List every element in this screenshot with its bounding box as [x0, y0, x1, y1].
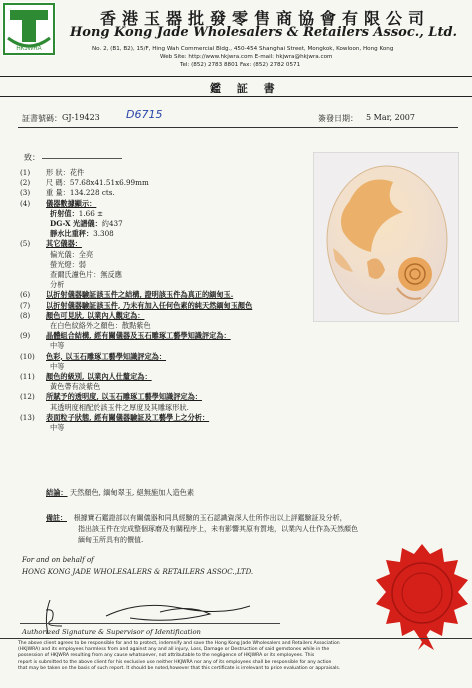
- fluorescence: 螢光燈：弱: [50, 259, 86, 269]
- transparency-value: 其透明度相配於該玉件之厚度及其雕琢形狀.: [50, 402, 189, 412]
- item-instrument-data: (4) 儀器數據顯示：: [20, 198, 97, 208]
- item-color-level: (11) 顏色的級別, 以業內人仕釐定為：: [20, 372, 152, 382]
- item-transparency: (12) 所賦予的透明度, 以玉石雕琢工藝學知識評定為：: [20, 392, 202, 402]
- issue-date: 5 Mar, 2007: [366, 113, 415, 122]
- disclaimer: The above client agrees to be responsible for and to protect, indemnify and save the Hong Kong Jade Wholesalers and Retailers Association (HKJWRA) and its employees harmless from and against any and all injury, Loss, Damage or Destruction of said gemstones while in the possession of HKJWRA resulting from any cause whatsoever, not attributable to the negligence of HKJWRA or its employees. This report is submitted to the above client for his exclusive use neither HKJWRA nor any of its employees shall be responsible for any action that may be taken on the basis of such report. It should be noted,however that this certificate is irrelevant to price evaluation or appraisals.: [18, 641, 341, 671]
- remarks: 備註： 根據寶石鑑證部以有關儀器和同具經驗的玉石認識資深人仕所作出以上評鑑驗証及分析， 指出該玉件在完成整個琢磨及有關程序上，未有影響其原有質地，以業內人仕作為天然顏色 緬甸玉所具有的價值.: [46, 513, 358, 544]
- conclusion: 結論： 天然顏色, 緬甸翠玉, 絕無施加人造色素: [46, 488, 195, 497]
- color-grade-value: 中等: [50, 361, 65, 371]
- item-visible-color: (8) 顏色可見狀, 以業內人觀定為：: [20, 310, 145, 320]
- for-behalf-label: For and on behalf of: [22, 556, 94, 564]
- item-natural-color: (7) 以折射儀器驗証該玉件, 乃未有加入任何色素的純天然緬甸玉顏色: [20, 300, 253, 310]
- visible-color-value: 在白色紋絡外之顏色：散點紫色: [50, 321, 151, 331]
- surface-value: 中等: [50, 423, 65, 433]
- certificate-number-label: 証書號碼：: [22, 114, 62, 123]
- org-title-english: Hong Kong Jade Wholesalers & Retailers Assoc., Ltd.: [70, 25, 458, 40]
- item-shape: (1) 形 狀： 花件: [20, 168, 85, 177]
- crystal-structure-value: 中等: [50, 341, 65, 351]
- recipient-label: 致：: [24, 153, 40, 162]
- polariscope: 偏光儀：全亮: [50, 249, 94, 259]
- logo-text: HKJWRA: [16, 46, 42, 52]
- red-seal: [374, 542, 470, 652]
- association-logo: [2, 2, 56, 56]
- header-divider: [0, 76, 472, 77]
- org-address: No. 2, (B1, B2), 15/F, Hing Wah Commercial Bldg., 450-454 Shanghai Street, Mongkok, Kowloon, Hong Kong: [92, 46, 394, 52]
- org-phone-fax: Tel: (852) 2783 8801 Fax: (852) 2782 0571: [180, 62, 301, 68]
- item-dimensions: (2) 尺 碼： 57.68x41.51x6.99mm: [20, 178, 149, 188]
- item-structure: (6) 以折射儀器驗証該玉件之結構, 證明該玉件為真正的緬甸玉.: [20, 290, 234, 300]
- item-other-instruments: (5) 其它儀器：: [20, 239, 82, 249]
- company-name: HONG KONG JADE WHOLESALERS & RETAILERS ASSOC.,LTD.: [22, 568, 254, 576]
- spectroscope: DG-X 光譜儀：約437: [50, 219, 123, 229]
- examination-results: [20, 168, 310, 433]
- analysis-label: 分析: [50, 280, 65, 290]
- chelsea-filter: 查爾氏濾色片：無反應: [50, 270, 122, 280]
- footer-divider: [0, 638, 472, 639]
- color-level-value: 黃色帶有淡紫色: [50, 382, 101, 392]
- item-surface: (13) 表面粒子狀態, 經有關儀器驗証及工藝學上之分析：: [20, 412, 210, 422]
- issue-date-label: 簽發日期：: [318, 114, 358, 123]
- certificate-number: GJ-19423: [62, 113, 100, 122]
- org-website: Web Site: http://www.hkjwra.com E-mail: hkjwra@hkjwra.com: [160, 54, 333, 60]
- recipient-line: [42, 158, 122, 159]
- title-divider: [0, 96, 472, 97]
- refractive-index: 折射值：1.66 ±: [50, 208, 104, 218]
- signature-line: [20, 623, 280, 624]
- org-title-chinese: 香港玉器批發零售商協會有限公司: [100, 9, 431, 28]
- info-divider: [18, 127, 458, 128]
- certificate-title: 鑑 証 書: [210, 82, 281, 95]
- item-weight: (3) 重 量： 134.228 cts.: [20, 188, 115, 198]
- item-crystal-structure: (9) 晶體組合結構, 經有關儀器及玉石雕琢工藝學知識評定為：: [20, 331, 231, 341]
- specific-gravity: 靜水比重秤：3.308: [50, 229, 114, 239]
- signature: [100, 598, 260, 626]
- jade-photo: [313, 152, 459, 322]
- handwritten-reference: D6715: [126, 108, 163, 121]
- signature-caption: Authorized Signature & Supervisor of Identification: [22, 628, 201, 636]
- item-color-grade: (10) 色彩, 以玉石雕琢工藝學知識評定為：: [20, 351, 167, 361]
